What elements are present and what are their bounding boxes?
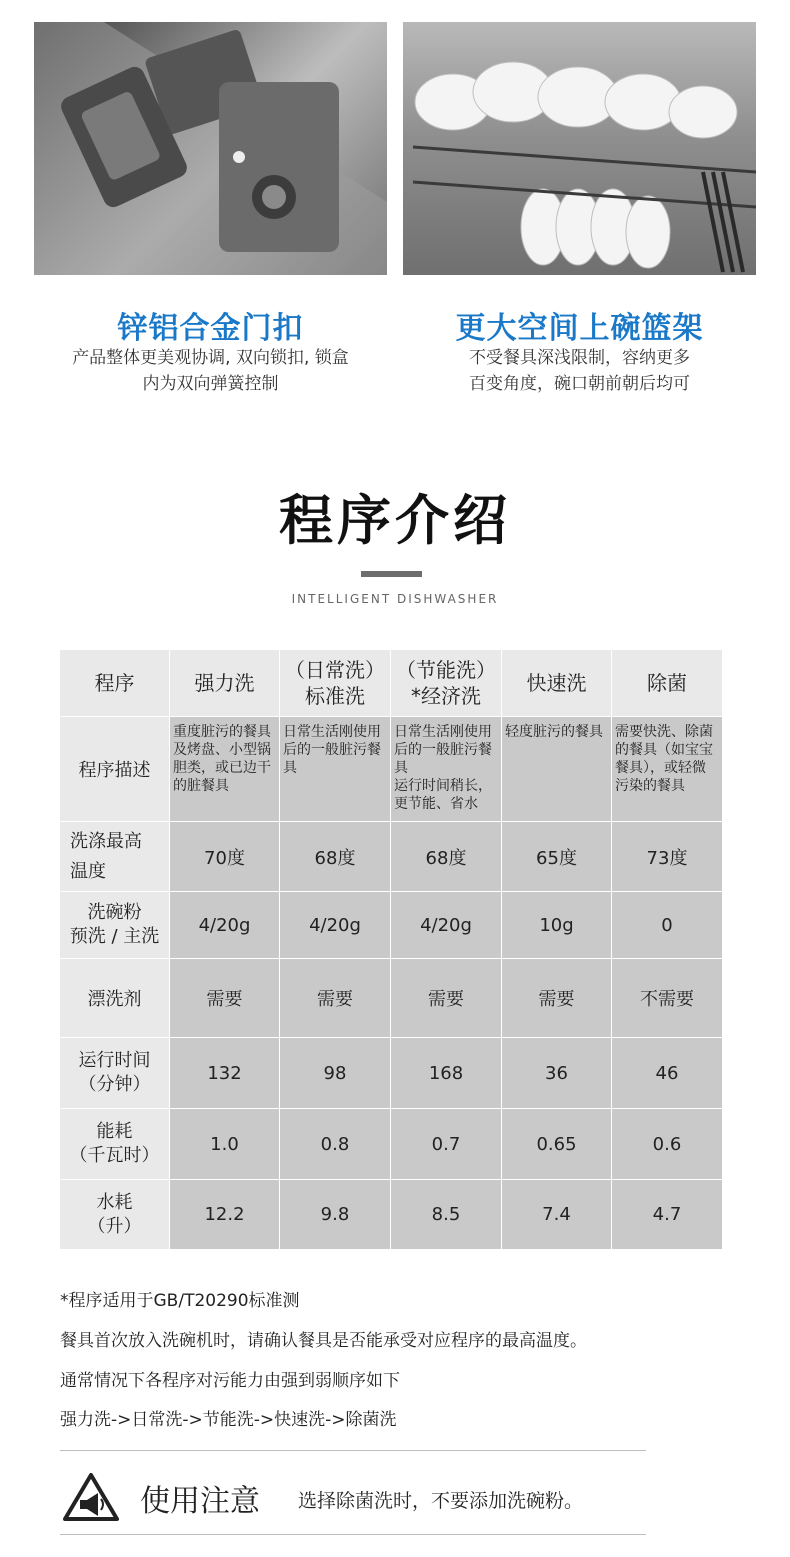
column-header-line: *经济洗	[411, 684, 481, 708]
note-temperature: 餐具首次放入洗碗机时，请确认餐具是否能承受对应程序的最高温度。	[60, 1331, 587, 1351]
column-header-line: 除菌	[647, 671, 687, 695]
row-header-line: 预洗 / 主洗	[69, 926, 160, 947]
program-table	[59, 649, 723, 1250]
row-header	[60, 959, 170, 1038]
table-row	[60, 1180, 723, 1250]
row-header	[60, 822, 170, 892]
table-corner-cell: 程序	[60, 650, 170, 717]
feature-title-rack: 更大空间上碗篮架	[455, 311, 704, 346]
table-row	[60, 1038, 723, 1109]
column-header-line: 快速洗	[526, 671, 587, 695]
column-header-line: 强力洗	[194, 671, 255, 695]
dish-rack-photo	[403, 22, 756, 275]
table-cell: 9.8	[280, 1180, 391, 1250]
column-header	[502, 650, 612, 717]
row-header-line: （分钟）	[78, 1074, 151, 1095]
row-header: 程序描述	[60, 717, 170, 822]
table-cell: 日常生活刚使用后的一般脏污餐具	[280, 717, 391, 822]
table-row	[60, 892, 723, 959]
table-cell: 需要快洗、除菌的餐具（如宝宝餐具），或轻微污染的餐具	[612, 717, 723, 822]
table-cell: 132	[170, 1038, 280, 1109]
section-subtitle: INTELLIGENT DISHWASHER	[291, 592, 499, 606]
table-cell: 168	[391, 1038, 502, 1109]
divider-bottom	[60, 1534, 646, 1535]
table-cell: 需要	[391, 959, 502, 1038]
door-latch-illustration	[34, 22, 387, 275]
note-order: 强力洗->日常洗->节能洗->快速洗->除菌洗	[60, 1410, 397, 1430]
row-header	[60, 892, 170, 959]
table-cell: 0	[612, 892, 723, 959]
table-cell: 12.2	[170, 1180, 280, 1250]
feature-desc-line: 不受餐具深浅限制，容纳更多	[469, 348, 690, 368]
table-row	[60, 822, 723, 892]
row-header-line: 水耗	[96, 1191, 133, 1213]
row-header	[60, 1180, 170, 1250]
section-title: 程序介绍	[279, 489, 511, 552]
note-order-intro: 通常情况下各程序对污能力由强到弱顺序如下	[60, 1371, 400, 1391]
row-header-line: （千瓦时）	[69, 1145, 160, 1166]
divider-top	[60, 1450, 646, 1451]
table-cell: 68度	[391, 822, 502, 892]
column-header-line: （日常洗）	[285, 658, 385, 682]
feature-desc-line: 百变角度，碗口朝前朝后均可	[469, 374, 690, 394]
table-cell: 7.4	[502, 1180, 612, 1250]
feature-desc-line: 内为双向弹簧控制	[142, 374, 279, 394]
table-cell: 73度	[612, 822, 723, 892]
table-cell: 0.8	[280, 1109, 391, 1180]
column-header	[170, 650, 280, 717]
table-cell: 4.7	[612, 1180, 723, 1250]
feature-desc-latch	[34, 345, 387, 397]
row-header-line: 漂洗剂	[87, 989, 142, 1010]
table-cell: 0.6	[612, 1109, 723, 1180]
row-header	[60, 1109, 170, 1180]
table-header-row	[60, 650, 723, 717]
table-cell: 46	[612, 1038, 723, 1109]
row-header-line: 能耗	[96, 1121, 133, 1142]
column-header	[612, 650, 723, 717]
table-cell: 65度	[502, 822, 612, 892]
column-header-line: （节能洗）	[396, 658, 496, 682]
row-header-line: 运行时间	[78, 1050, 151, 1071]
table-cell: 0.65	[502, 1109, 612, 1180]
column-header	[391, 650, 502, 717]
table-cell: 8.5	[391, 1180, 502, 1250]
table-cell: 不需要	[612, 959, 723, 1038]
table-cell: 轻度脏污的餐具	[502, 717, 612, 822]
table-cell: 4/20g	[391, 892, 502, 959]
table-row	[60, 717, 723, 822]
row-header-line: （升）	[87, 1215, 142, 1237]
table-cell: 4/20g	[170, 892, 280, 959]
table-cell: 1.0	[170, 1109, 280, 1180]
table-cell: 68度	[280, 822, 391, 892]
section-divider	[361, 571, 422, 577]
dish-rack-illustration	[403, 22, 756, 275]
door-latch-photo	[34, 22, 387, 275]
table-cell: 重度脏污的餐具及烤盘、小型锅胆类，或已边干的脏餐具	[170, 717, 280, 822]
note-standard: *程序适用于GB/T20290标准测	[60, 1291, 300, 1311]
table-cell: 10g	[502, 892, 612, 959]
table-cell: 4/20g	[280, 892, 391, 959]
warning-text: 选择除菌洗时，不要添加洗碗粉。	[298, 1490, 584, 1512]
table-cell: 0.7	[391, 1109, 502, 1180]
row-header-line: 洗碗粉	[87, 902, 142, 923]
table-cell: 日常生活刚使用后的一般脏污餐具 运行时间稍长，更节能、省水	[391, 717, 502, 822]
table-cell: 需要	[170, 959, 280, 1038]
table-cell: 36	[502, 1038, 612, 1109]
table-row	[60, 1109, 723, 1180]
feature-desc-rack	[403, 345, 756, 397]
row-header-line: 温度	[70, 860, 106, 882]
column-header-line: 标准洗	[305, 684, 365, 708]
feature-desc-line: 产品整体更美观协调, 双向锁扣, 锁盒	[72, 348, 349, 368]
table-cell: 98	[280, 1038, 391, 1109]
row-header-line: 洗涤最高	[70, 830, 142, 852]
table-cell: 70度	[170, 822, 280, 892]
warning-title: 使用注意	[140, 1484, 260, 1519]
table-row	[60, 959, 723, 1038]
warning-megaphone-icon	[62, 1472, 120, 1522]
table-cell: 需要	[280, 959, 391, 1038]
table-cell: 需要	[502, 959, 612, 1038]
row-header	[60, 1038, 170, 1109]
column-header	[280, 650, 391, 717]
feature-title-latch: 锌铝合金门扣	[117, 311, 304, 346]
